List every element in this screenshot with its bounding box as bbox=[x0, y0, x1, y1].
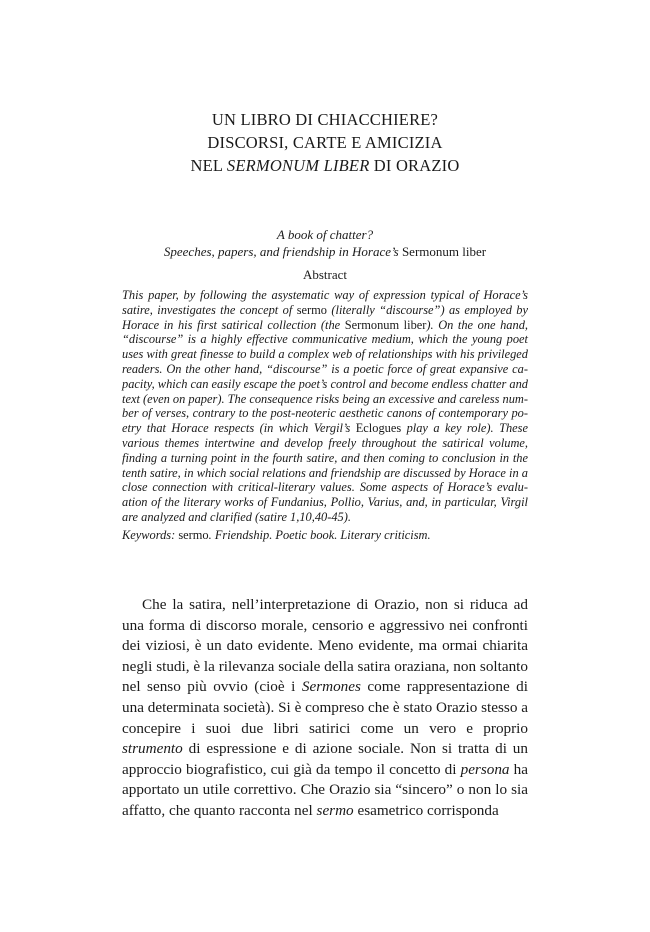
abstract-segment: This paper, by following the asystematic way of expression typical of Horace’s satire, investigates the concept of bbox=[122, 288, 528, 317]
title-line-2: DISCORSI, CARTE E AMICIZIA bbox=[207, 133, 443, 152]
english-title-line-2-italic: Speeches, papers, and friendship in Horace’s bbox=[163, 244, 399, 259]
abstract-segment: sermo bbox=[296, 302, 327, 317]
body-segment: persona bbox=[460, 760, 510, 778]
keywords-label: Keywords: bbox=[122, 528, 176, 542]
english-title-line-2 bbox=[0, 243, 650, 260]
body-segment: di espressione e di azione sociale. Non si tratta di un approccio biografistico, cui già da tempo il concetto di bbox=[122, 740, 528, 778]
title-line-3-italic: SERMONUM LIBER bbox=[226, 156, 370, 175]
title-line-3 bbox=[0, 154, 650, 177]
body-segment: Che la satira, nell’interpretazione di Orazio, non si riduca ad una forma di discorso morale, censorio e aggressivo nei confronti dei viziosi, è un dato evidente. Meno evidente, ma ormai chiarita negli studi, è la rilevanza sociale della satira oraziana, non soltanto nel senso più ovvio (cioè i bbox=[122, 596, 528, 696]
body-segment: esametrico corrisponda bbox=[353, 801, 499, 819]
keywords bbox=[122, 528, 528, 543]
title-line-3-post: DI ORAZIO bbox=[369, 156, 460, 175]
body-segment: sermo bbox=[316, 801, 354, 819]
body-text bbox=[122, 595, 528, 822]
abstract-segment: Eclogues bbox=[355, 421, 402, 436]
body-segment: strumento bbox=[122, 740, 183, 758]
body-segment: ha apportato un utile correttivo. Che Orazio sia “sincero” o non lo sia affatto, che quanto racconta nel bbox=[122, 760, 528, 819]
body-segment: Sermones bbox=[301, 678, 361, 696]
abstract-heading: Abstract bbox=[302, 267, 348, 282]
abstract-segment: ). On the one hand, “discourse” is a highly effective communicative medium, which the young poet uses with great finesse to build a complex web of relationships with his privileged readers. On the other hand, “discourse” is a poetic force of great expansive capacity, which can easily escape the poet’s control and become endless chatter and text (even on paper). The consequence risks being an excessive and careless number of verses, contrary to the post-neoteric aesthetic canons of contemporary poetry that Horace respects (in which Vergil’s bbox=[122, 317, 528, 436]
title-line-3-pre: NEL bbox=[190, 156, 227, 175]
english-title-line-1: A book of chatter? bbox=[276, 227, 374, 242]
article-title bbox=[0, 108, 650, 177]
abstract-segment: play a key role). These various themes intertwine and develop freely throughout the satirical volume, finding a turning point in the fourth satire, and then coming to conclusion in the tenth satire, in which social relations and friendship are discussed by Horace in a close connection with critical-literary values. Some aspects of Horace’s evaluation of the literary works of Fundanius, Pollio, Varius, and, in particular, Virgil are analyzed and clarified (satire 1,10,40-45). bbox=[122, 421, 528, 524]
abstract-segment: Sermonum liber bbox=[344, 317, 427, 332]
abstract-segment: (literally “discourse”) as employed by Horace in his first satirical collection (the bbox=[122, 302, 528, 332]
keywords-rest: . Friendship. Poetic book. Literary criticism. bbox=[208, 528, 431, 542]
body-paragraph bbox=[122, 595, 528, 822]
abstract-text bbox=[122, 288, 528, 525]
english-title bbox=[0, 226, 650, 260]
body-segment: come rappresentazione di una determinata società). Si è compreso che è stato Orazio stesso a concepire i suoi due libri satirici come un vero e proprio bbox=[122, 678, 528, 737]
english-title-line-2-roman: Sermonum liber bbox=[398, 244, 487, 259]
title-line-1: UN LIBRO DI CHIACCHIERE? bbox=[211, 110, 439, 129]
keywords-term: sermo bbox=[175, 528, 209, 542]
